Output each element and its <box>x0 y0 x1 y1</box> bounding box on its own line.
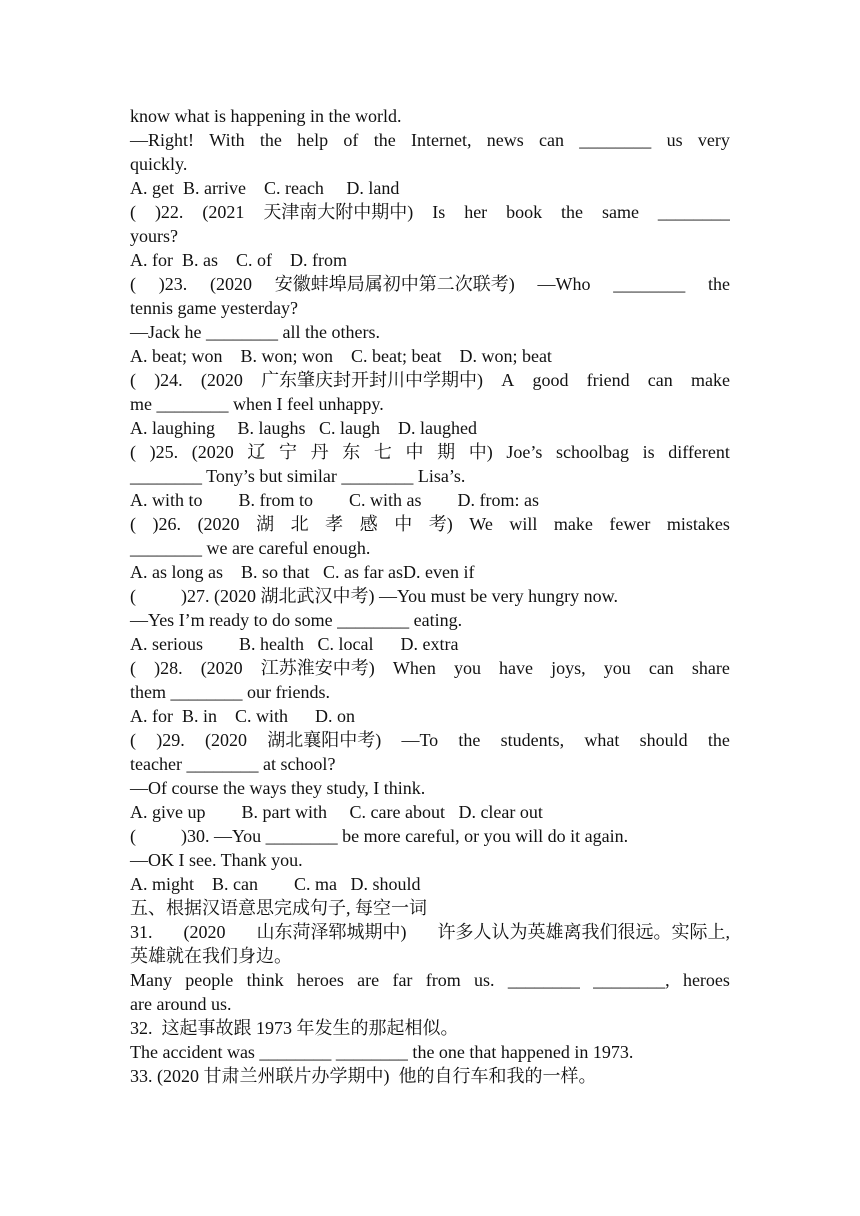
text-line: tennis game yesterday? <box>130 298 298 318</box>
text-line: —Of course the ways they study, I think. <box>130 778 426 798</box>
text-line: A. as long as B. so that C. as far asD. even if <box>130 562 475 582</box>
text-line: 五、根据汉语意思完成句子, 每空一词 <box>130 898 427 918</box>
text-line: The accident was ________ ________ the one that happened in 1973. <box>130 1042 634 1062</box>
text-line: A. serious B. health C. local D. extra <box>130 634 459 654</box>
text-line: A. for B. as C. of D. from <box>130 250 347 270</box>
text-line: 31. (2020 山东菏泽郓城期中) 许多人认为英雄离我们很远。实际上, <box>130 922 730 942</box>
text-line: 英雄就在我们身边。 <box>130 946 292 966</box>
text-line: ( )28. (2020 江苏淮安中考) When you have joys, you can share <box>130 658 730 678</box>
text-line: A. for B. in C. with D. on <box>130 706 355 726</box>
text-line: ( )27. (2020 湖北武汉中考) —You must be very hungry now. <box>130 586 618 606</box>
text-line: —Jack he ________ all the others. <box>130 322 380 342</box>
text-line: ________ we are careful enough. <box>130 538 371 558</box>
text-line: Many people think heroes are far from us. ________ ________, heroes <box>130 970 730 990</box>
text-line: ( )22. (2021 天津南大附中期中) Is her book the same ________ <box>130 202 730 222</box>
text-line: know what is happening in the world. <box>130 106 402 126</box>
text-line: ( )29. (2020 湖北襄阳中考) —To the students, what should the <box>130 730 730 750</box>
text-line: are around us. <box>130 994 232 1014</box>
text-line: them ________ our friends. <box>130 682 330 702</box>
text-line: —Right! With the help of the Internet, news can ________ us very <box>130 130 730 150</box>
text-line: 33. (2020 甘肃兰州联片办学期中) 他的自行车和我的一样。 <box>130 1066 597 1086</box>
text-line: —Yes I’m ready to do some ________ eating. <box>130 610 463 630</box>
document-text <box>130 104 730 1088</box>
text-line: quickly. <box>130 154 188 174</box>
text-line: A. laughing B. laughs C. laugh D. laughed <box>130 418 477 438</box>
text-line: teacher ________ at school? <box>130 754 336 774</box>
text-line: ( )30. —You ________ be more careful, or you will do it again. <box>130 826 629 846</box>
text-line: ( )23. (2020 安徽蚌埠局属初中第二次联考) —Who ________ the <box>130 274 730 294</box>
text-line: me ________ when I feel unhappy. <box>130 394 384 414</box>
text-line: A. give up B. part with C. care about D. clear out <box>130 802 543 822</box>
text-line: A. beat; won B. won; won C. beat; beat D. won; beat <box>130 346 552 366</box>
text-line: ________ Tony’s but similar ________ Lisa’s. <box>130 466 466 486</box>
text-line: yours? <box>130 226 178 246</box>
text-line: ( )25. (2020 辽 宁 丹 东 七 中 期 中) Joe’s schoolbag is different <box>130 442 730 462</box>
text-line: A. get B. arrive C. reach D. land <box>130 178 400 198</box>
text-line: 32. 这起事故跟 1973 年发生的那起相似。 <box>130 1018 459 1038</box>
text-line: A. with to B. from to C. with as D. from: as <box>130 490 539 510</box>
text-line: A. might B. can C. ma D. should <box>130 874 421 894</box>
text-line: ( )26. (2020 湖 北 孝 感 中 考) We will make fewer mistakes <box>130 514 730 534</box>
text-line: —OK I see. Thank you. <box>130 850 303 870</box>
text-line: ( )24. (2020 广东肇庆封开封川中学期中) A good friend can make <box>130 370 730 390</box>
